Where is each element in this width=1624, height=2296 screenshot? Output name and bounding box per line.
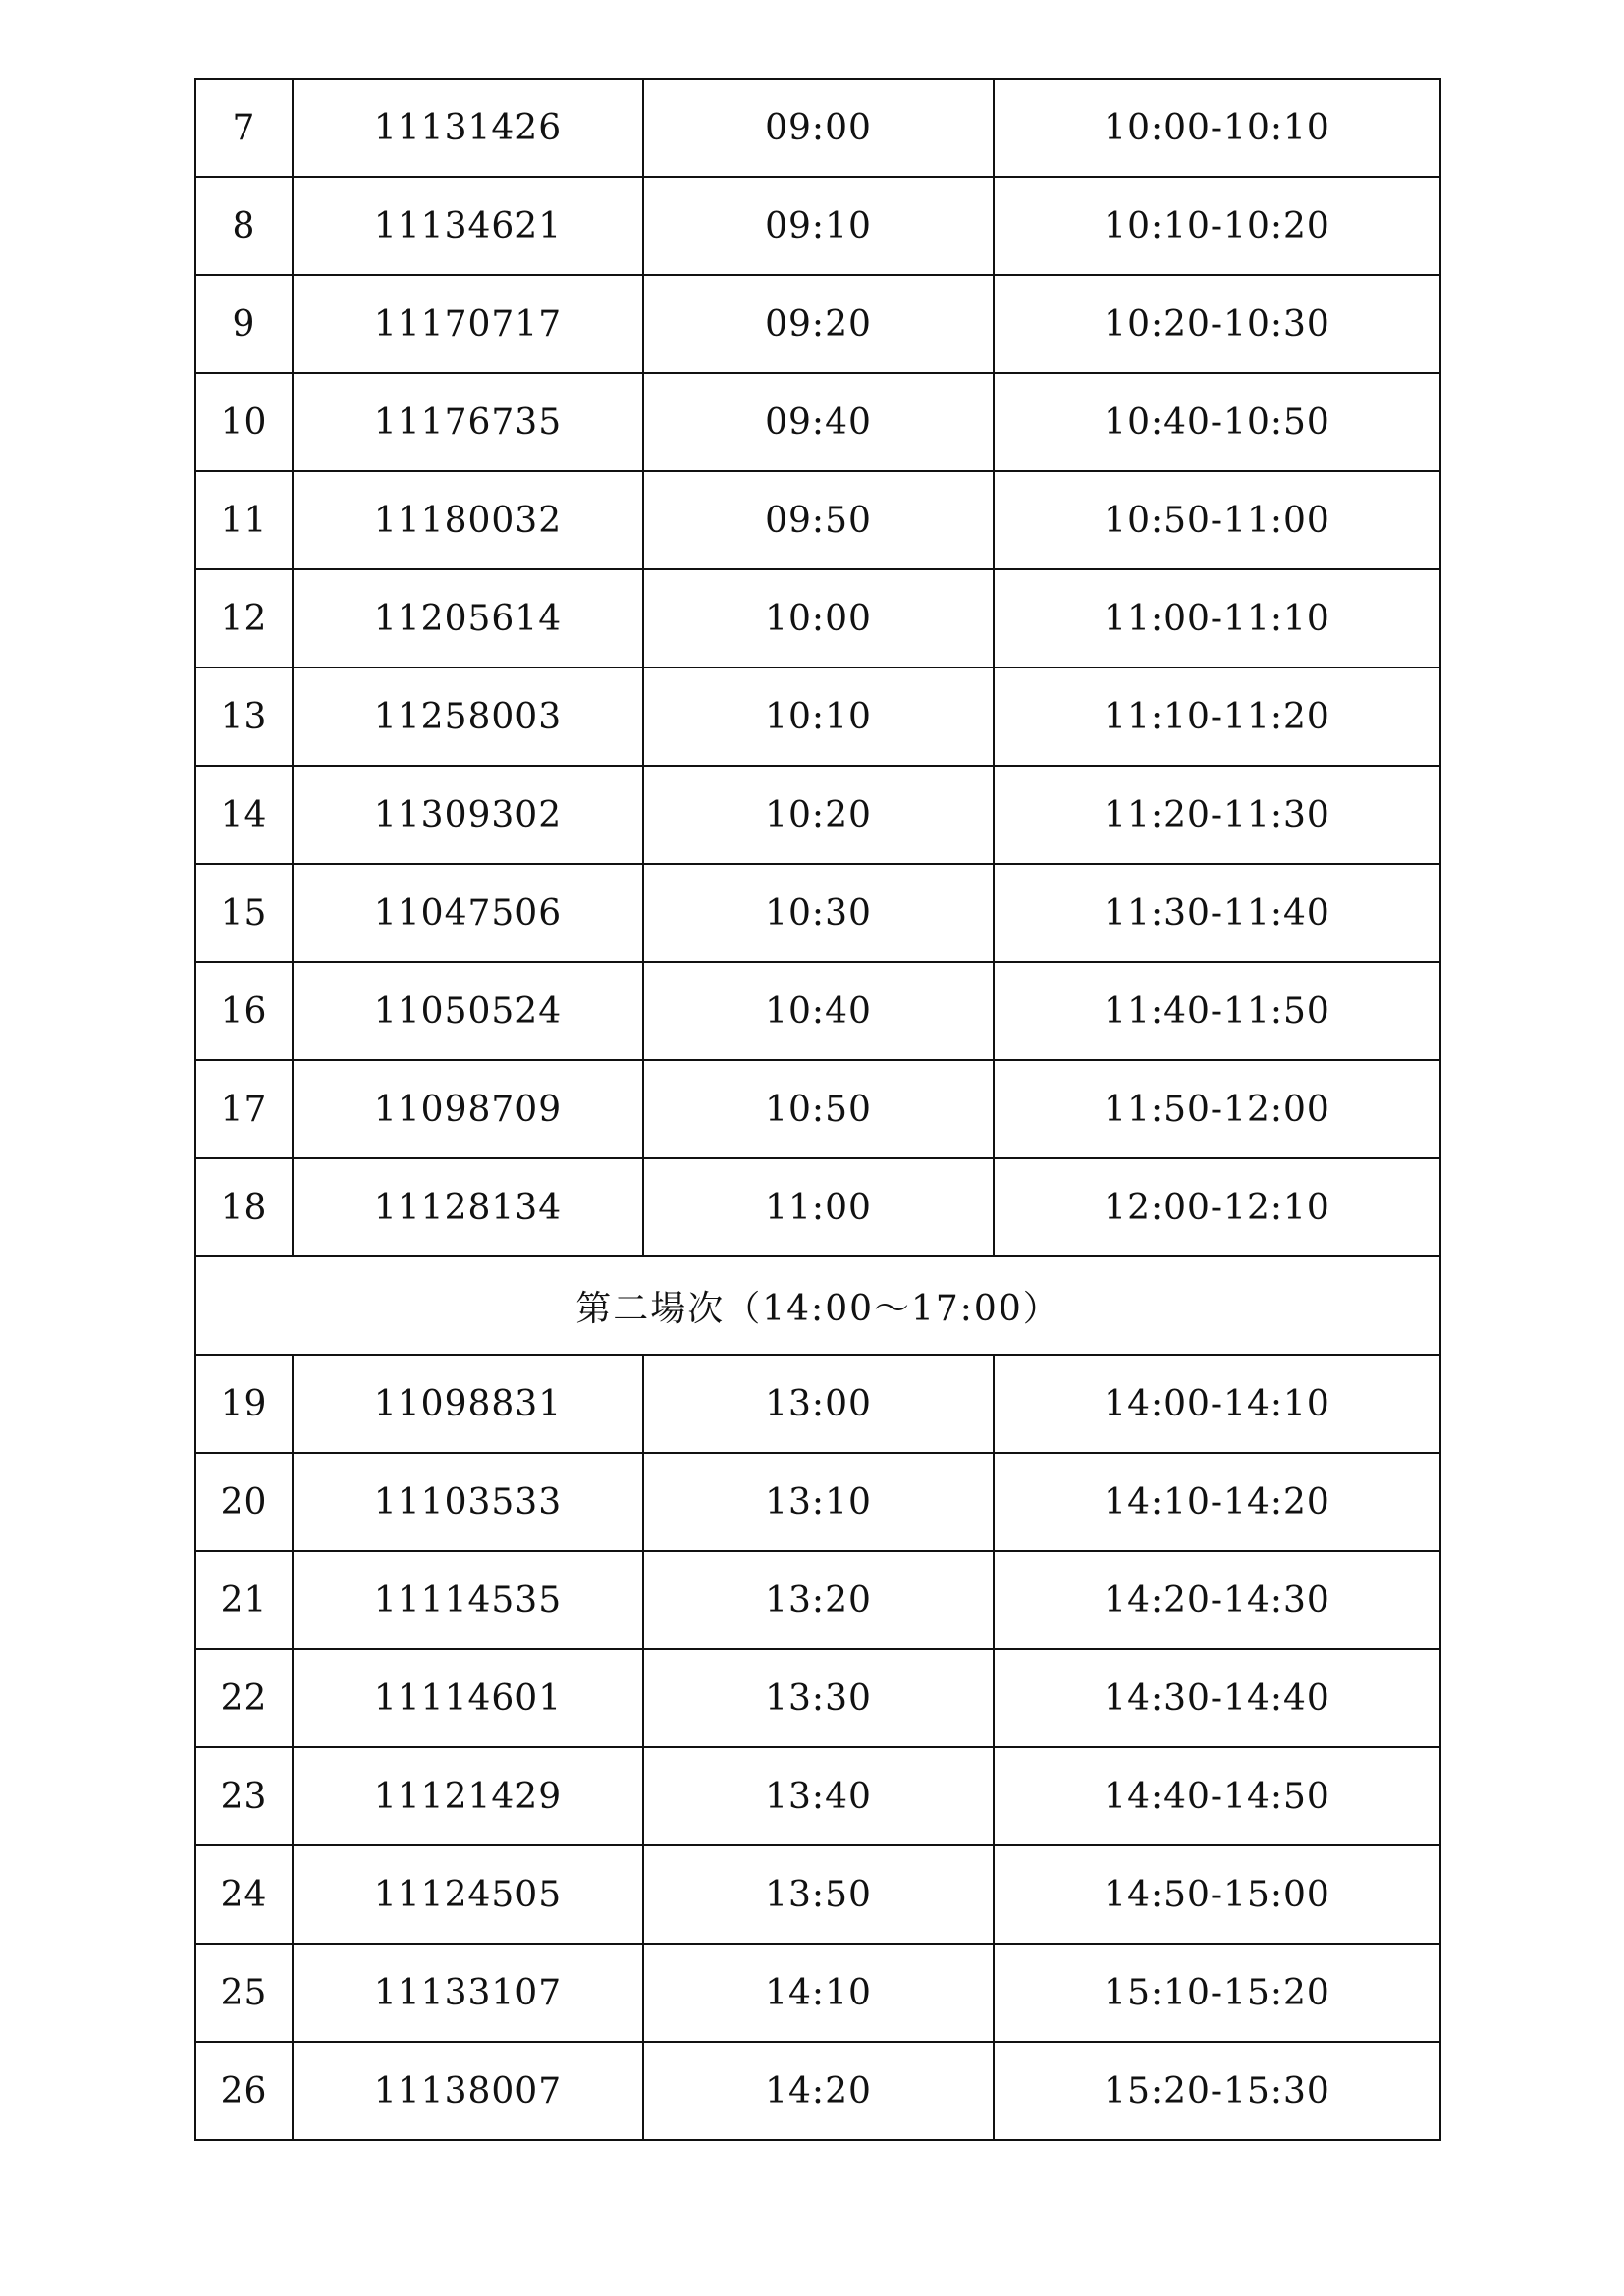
interview-slot-cell: 10:50-11:00 xyxy=(994,471,1440,569)
report-time-cell: 13:10 xyxy=(643,1453,994,1551)
candidate-id-cell: 11180032 xyxy=(293,471,643,569)
row-number-cell: 14 xyxy=(195,766,293,864)
interview-slot-cell: 11:40-11:50 xyxy=(994,962,1440,1060)
candidate-id-cell: 11114601 xyxy=(293,1649,643,1747)
section-2-title: 第二場次（14:00～17:00） xyxy=(195,1256,1440,1355)
candidate-id-cell: 11050524 xyxy=(293,962,643,1060)
interview-slot-cell: 11:50-12:00 xyxy=(994,1060,1440,1158)
interview-slot-cell: 11:20-11:30 xyxy=(994,766,1440,864)
candidate-id-cell: 11170717 xyxy=(293,275,643,373)
report-time-cell: 14:10 xyxy=(643,1944,994,2042)
row-number-cell: 11 xyxy=(195,471,293,569)
table-row xyxy=(195,766,1440,864)
interview-slot-cell: 14:30-14:40 xyxy=(994,1649,1440,1747)
report-time-cell: 09:40 xyxy=(643,373,994,471)
candidate-id-cell: 11098831 xyxy=(293,1355,643,1453)
report-time-cell: 10:30 xyxy=(643,864,994,962)
report-time-cell: 13:30 xyxy=(643,1649,994,1747)
report-time-cell: 10:40 xyxy=(643,962,994,1060)
row-number-cell: 23 xyxy=(195,1747,293,1845)
interview-slot-cell: 14:40-14:50 xyxy=(994,1747,1440,1845)
row-number-cell: 21 xyxy=(195,1551,293,1649)
table-row xyxy=(195,471,1440,569)
report-time-cell: 13:50 xyxy=(643,1845,994,1944)
interview-slot-cell: 15:10-15:20 xyxy=(994,1944,1440,2042)
report-time-cell: 13:00 xyxy=(643,1355,994,1453)
report-time-cell: 10:50 xyxy=(643,1060,994,1158)
report-time-cell: 09:50 xyxy=(643,471,994,569)
report-time-cell: 14:20 xyxy=(643,2042,994,2140)
row-number-cell: 10 xyxy=(195,373,293,471)
row-number-cell: 19 xyxy=(195,1355,293,1453)
report-time-cell: 09:20 xyxy=(643,275,994,373)
interview-slot-cell: 10:20-10:30 xyxy=(994,275,1440,373)
interview-slot-cell: 15:20-15:30 xyxy=(994,2042,1440,2140)
interview-slot-cell: 10:10-10:20 xyxy=(994,177,1440,275)
table-row xyxy=(195,1060,1440,1158)
report-time-cell: 09:10 xyxy=(643,177,994,275)
table-row xyxy=(195,1158,1440,1256)
section-header-row xyxy=(195,1256,1440,1355)
interview-slot-cell: 14:50-15:00 xyxy=(994,1845,1440,1944)
candidate-id-cell: 11133107 xyxy=(293,1944,643,2042)
report-time-cell: 13:20 xyxy=(643,1551,994,1649)
row-number-cell: 20 xyxy=(195,1453,293,1551)
interview-slot-cell: 10:00-10:10 xyxy=(994,79,1440,177)
candidate-id-cell: 11258003 xyxy=(293,667,643,766)
report-time-cell: 10:00 xyxy=(643,569,994,667)
row-number-cell: 18 xyxy=(195,1158,293,1256)
candidate-id-cell: 11131426 xyxy=(293,79,643,177)
table-row xyxy=(195,275,1440,373)
row-number-cell: 26 xyxy=(195,2042,293,2140)
report-time-cell: 09:00 xyxy=(643,79,994,177)
row-number-cell: 8 xyxy=(195,177,293,275)
interview-slot-cell: 12:00-12:10 xyxy=(994,1158,1440,1256)
candidate-id-cell: 11124505 xyxy=(293,1845,643,1944)
schedule-table-body xyxy=(195,79,1440,2140)
report-time-cell: 11:00 xyxy=(643,1158,994,1256)
interview-slot-cell: 11:10-11:20 xyxy=(994,667,1440,766)
row-number-cell: 22 xyxy=(195,1649,293,1747)
table-row xyxy=(195,667,1440,766)
row-number-cell: 17 xyxy=(195,1060,293,1158)
table-row xyxy=(195,373,1440,471)
table-row xyxy=(195,569,1440,667)
report-time-cell: 13:40 xyxy=(643,1747,994,1845)
row-number-cell: 12 xyxy=(195,569,293,667)
report-time-cell: 10:10 xyxy=(643,667,994,766)
interview-slot-cell: 14:10-14:20 xyxy=(994,1453,1440,1551)
table-row xyxy=(195,1649,1440,1747)
candidate-id-cell: 11134621 xyxy=(293,177,643,275)
table-row xyxy=(195,1453,1440,1551)
candidate-id-cell: 11138007 xyxy=(293,2042,643,2140)
schedule-table xyxy=(194,78,1441,2141)
row-number-cell: 9 xyxy=(195,275,293,373)
candidate-id-cell: 11103533 xyxy=(293,1453,643,1551)
table-row xyxy=(195,79,1440,177)
interview-slot-cell: 14:00-14:10 xyxy=(994,1355,1440,1453)
row-number-cell: 15 xyxy=(195,864,293,962)
candidate-id-cell: 11176735 xyxy=(293,373,643,471)
table-row xyxy=(195,1551,1440,1649)
table-row xyxy=(195,962,1440,1060)
candidate-id-cell: 11309302 xyxy=(293,766,643,864)
table-row xyxy=(195,2042,1440,2140)
interview-slot-cell: 11:00-11:10 xyxy=(994,569,1440,667)
row-number-cell: 24 xyxy=(195,1845,293,1944)
row-number-cell: 25 xyxy=(195,1944,293,2042)
row-number-cell: 13 xyxy=(195,667,293,766)
interview-slot-cell: 14:20-14:30 xyxy=(994,1551,1440,1649)
table-row xyxy=(195,177,1440,275)
candidate-id-cell: 11128134 xyxy=(293,1158,643,1256)
table-row xyxy=(195,1747,1440,1845)
table-row xyxy=(195,1355,1440,1453)
row-number-cell: 16 xyxy=(195,962,293,1060)
row-number-cell: 7 xyxy=(195,79,293,177)
interview-slot-cell: 10:40-10:50 xyxy=(994,373,1440,471)
interview-slot-cell: 11:30-11:40 xyxy=(994,864,1440,962)
table-row xyxy=(195,1845,1440,1944)
candidate-id-cell: 11114535 xyxy=(293,1551,643,1649)
table-row xyxy=(195,864,1440,962)
table-row xyxy=(195,1944,1440,2042)
candidate-id-cell: 11121429 xyxy=(293,1747,643,1845)
candidate-id-cell: 11047506 xyxy=(293,864,643,962)
candidate-id-cell: 11205614 xyxy=(293,569,643,667)
candidate-id-cell: 11098709 xyxy=(293,1060,643,1158)
report-time-cell: 10:20 xyxy=(643,766,994,864)
